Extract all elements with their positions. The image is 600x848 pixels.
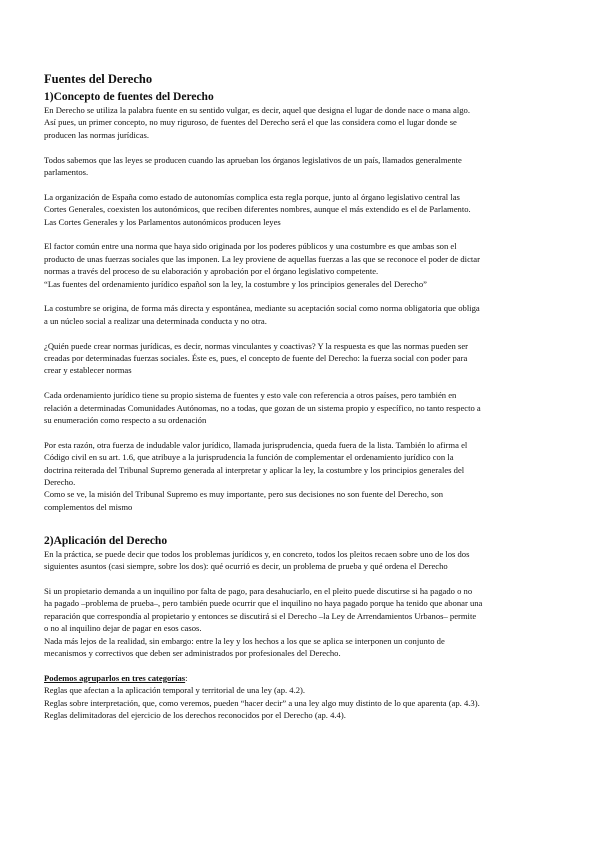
section-heading-concepto: 1)Concepto de fuentes del Derecho	[44, 91, 214, 103]
text-line: producen las normas jurídicas.	[44, 129, 150, 140]
text-line: Nada más lejos de la realidad, sin embargo: entre la ley y los hechos a los que se aplica se interponen un conjunto de	[44, 635, 445, 646]
text-line: o no al inquilino dejar de pagar en esos casos.	[44, 623, 202, 634]
section1-paragraph-2	[44, 154, 560, 179]
text-line: relación a determinadas Comunidades Autónomas, no a todas, que gozan de un sistema propio y específico, no tanto respecto a	[44, 402, 481, 413]
text-line: Cada ordenamiento jurídico tiene su propio sistema de fuentes y esto vale con referencia a otros países, pero también en	[44, 390, 457, 401]
text-line: complementos del mismo	[44, 501, 133, 512]
text-line: En Derecho se utiliza la palabra fuente en su sentido vulgar, es decir, aquel que designa el lugar de donde nace o mana algo.	[44, 105, 470, 115]
text-line: Por esta razón, otra fuerza de indudable valor jurídico, llamada jurisprudencia, queda fuera de la lista. También lo afirma el	[44, 439, 468, 450]
section1-paragraph-5	[44, 302, 560, 327]
section-body-aplicacion	[44, 548, 560, 660]
list-lead	[44, 672, 560, 684]
text-line: La costumbre se origina, de forma más directa y espontánea, mediante su aceptación social como norma obligatoria que obliga	[44, 303, 480, 314]
text-line: a un núcleo social a realizar una determinada conducta y no otra.	[44, 315, 267, 326]
document-title: Fuentes del Derecho	[44, 72, 153, 86]
list-item: Reglas sobre interpretación, que, como veremos, pueden “hacer decir” a una ley algo muy distinto de lo que aparenta (ap. 4.3).	[44, 697, 480, 708]
text-line: doctrina reiterada del Tribunal Supremo generada al interpretar y aplicar la ley, la costumbre y los principios generales del	[44, 464, 465, 475]
section-body-concepto	[44, 104, 560, 513]
text-line: Código civil en su art. 1.6, que atribuye a la jurisprudencia la función de complementar el ordenamiento jurídico con la	[44, 452, 454, 463]
text-line: mecanismos y correctivos que deben ser administrados por profesionales del Derecho.	[44, 647, 341, 658]
text-line: creadas por determinadas fuerzas sociales. Éste es, pues, el concepto de fuente del Derecho: la fuerza social con poder para	[44, 353, 468, 364]
text-line: siguientes asuntos (casi siempre, sobre los dos): qué ocurrió es decir, un problema de prueba y qué ordena el Derecho	[44, 561, 448, 572]
text-line: su enumeración como respecto a su ordenación	[44, 415, 207, 426]
section2-paragraph-1	[44, 548, 560, 573]
text-line: Cortes Generales, coexisten los autonómicos, que reciben diferentes nombres, aunque el más extendido es el de Parlamento.	[44, 204, 471, 215]
text-line: producto de unas fuerzas sociales que las imponen. La ley proviene de aquellas fuerzas a las que se reconoce el poder de dictar	[44, 253, 480, 264]
section1-paragraph-4	[44, 240, 560, 290]
list-item: Reglas que afectan a la aplicación temporal y territorial de una ley (ap. 4.2).	[44, 685, 306, 696]
text-line: Las Cortes Generales y los Parlamentos autonómicos producen leyes	[44, 216, 281, 227]
section1-paragraph-8	[44, 439, 560, 513]
section2-paragraph-2	[44, 585, 560, 659]
text-line: Como se ve, la misión del Tribunal Supremo es muy importante, pero sus decisiones no son fuente del Derecho, son	[44, 489, 444, 500]
text-line: normas a través del proceso de su elaboración y aprobación por el órgano legislativo competente.	[44, 266, 379, 277]
text-line: Si un propietario demanda a un inquilino por falta de pago, para desahuciarlo, en el pleito puede discutirse si ha pagado o no	[44, 585, 473, 596]
section1-paragraph-7	[44, 389, 560, 426]
text-line: En la práctica, se puede decir que todos los problemas jurídicos y, en concreto, todos los pleitos recaen sobre uno de los dos	[44, 548, 470, 559]
text-line: ha pagado –problema de prueba–, pero también puede ocurrir que el inquilino no haya pagado porque ha tenido que abonar una	[44, 598, 483, 609]
text-line: Todos sabemos que las leyes se producen cuando las aprueban los órganos legislativos de un país, llamados generalmente	[44, 154, 462, 165]
text-line: “Las fuentes del ordenamiento jurídico español son la ley, la costumbre y los principios generales del Derecho”	[44, 278, 427, 289]
text-line: ¿Quién puede crear normas jurídicas, es decir, normas vinculantes y coactivas? Y la respuesta es que las normas pueden ser	[44, 340, 469, 351]
text-line: crear y establecer normas	[44, 365, 132, 376]
text-line: Derecho.	[44, 477, 76, 488]
section1-paragraph-3	[44, 191, 560, 228]
section1-paragraph-1	[44, 104, 560, 141]
text-line: La organización de España como estado de autonomías complica esta regla porque, junto al órgano legislativo central las	[44, 191, 460, 202]
section-heading-aplicacion: 2)Aplicación del Derecho	[44, 534, 168, 547]
category-list	[44, 684, 560, 721]
text-line: El factor común entre una norma que haya sido originada por los poderes públicos y una costumbre es que ambas son el	[44, 241, 457, 252]
text-line: reparación que correspondía al propietario y entonces se discutirá si el Derecho –la Ley de Arrendamientos Urbanos– permite	[44, 610, 477, 621]
text-line: parlamentos.	[44, 167, 89, 178]
list-lead-text: Podemos agruparlos en tres categorías	[44, 672, 186, 683]
list-lead-colon: :	[185, 672, 188, 683]
text-line: Así pues, un primer concepto, no muy riguroso, de fuentes del Derecho será el que las considera como el lugar donde se	[44, 117, 457, 128]
section1-paragraph-6	[44, 340, 560, 377]
list-item: Reglas delimitadoras del ejercicio de los derechos reconocidos por el Derecho (ap. 4.4).	[44, 709, 346, 720]
